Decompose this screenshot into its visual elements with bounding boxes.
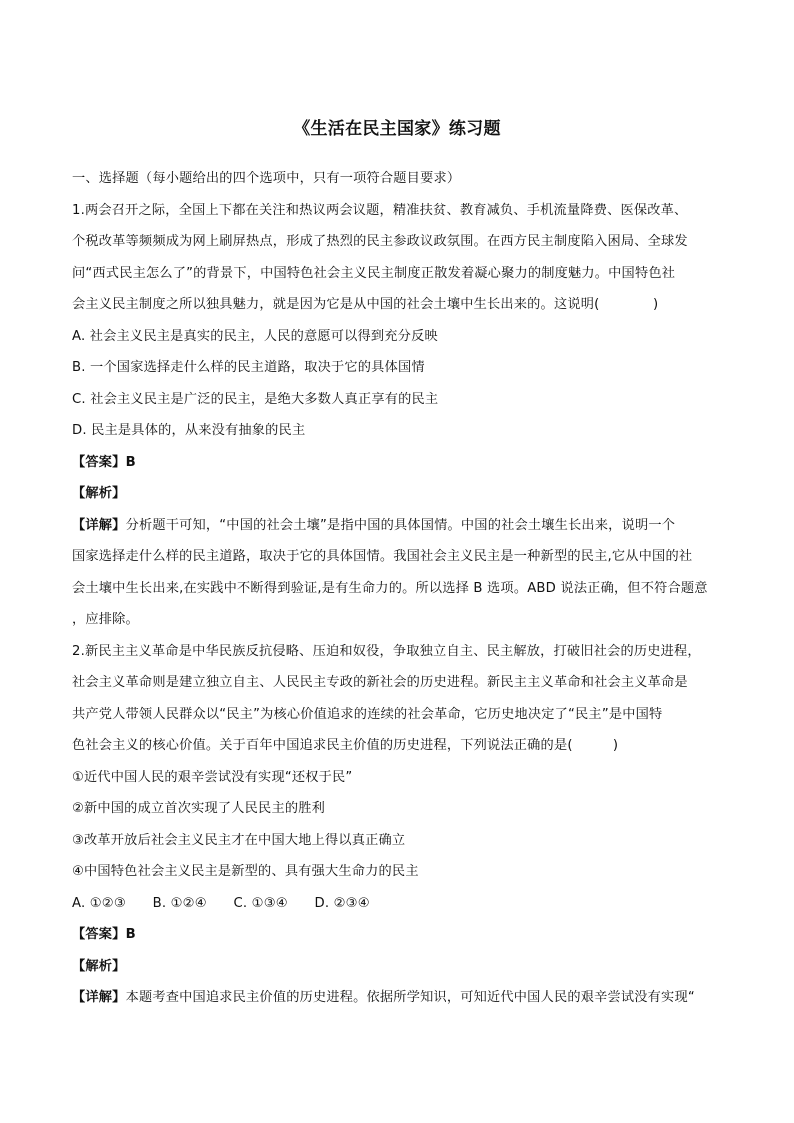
detail-line: ，应排除。 (72, 612, 139, 627)
answer-tag: 【答案】 (72, 927, 126, 942)
question-stem-line: 会主义民主制度之所以独具魅力，就是因为它是从中国的社会土壤中生长出来的。这说明( ) (72, 297, 659, 312)
question-stem-line: 1.两会召开之际，全国上下都在关注和热议两会议题，精准扶贫、教育减负、手机流量降费、医保改革、 (72, 202, 688, 218)
statement-1: ①近代中国人民的艰辛尝试没有实现“还权于民” (72, 769, 353, 785)
detail-line: 国家选择走什么样的民主道路，取决于它的具体国情。我国社会主义民主是一种新型的民主,它从中国的社 (72, 549, 693, 564)
analysis-line (72, 951, 722, 983)
answer-tag: 【答案】 (72, 454, 126, 470)
detail-line: 会土壤中生长出来,在实践中不断得到验证,是有生命力的。所以选择 B 选项。ABD 说法正确，但不符合题意 (72, 580, 708, 596)
question-stem-line: 社会主义革命则是建立独立自主、人民民主专政的新社会的历史进程。新民主主义革命和社会主义革命是 (72, 675, 688, 690)
option-a: A. 社会主义民主是真实的民主，人民的意愿可以得到充分反映 (72, 328, 438, 344)
analysis-tag: 【解析】 (72, 958, 126, 974)
question-stem-line: 个税改革等频频成为网上刷屏热点，形成了热烈的民主参政议政氛围。在西方民主制度陷入困局、全球发 (72, 234, 688, 249)
answer-line (72, 447, 722, 479)
question-stem-line: 2.新民主主义革命是中华民族反抗侵略、压迫和奴役，争取独立自主、民主解放，打破旧社会的历史进程， (72, 643, 701, 659)
statement-2: ②新中国的成立首次实现了人民民主的胜利 (72, 801, 325, 816)
detail-line (72, 510, 722, 542)
analysis-tag: 【解析】 (72, 486, 126, 501)
document-title: 《生活在民主国家》练习题 (293, 119, 501, 139)
detail-text: 本题考查中国追求民主价值的历史进程。依据所学知识，可知近代中国人民的艰辛尝试没有实现“ (125, 990, 695, 1005)
question-stem-line: 问“西式民主怎么了”的背景下，中国特色社会主义民主制度正散发着凝心聚力的制度魅力。中国特色社 (72, 265, 676, 281)
detail-tag: 【详解】 (72, 517, 126, 533)
statement-4: ④中国特色社会主义民主是新型的、具有强大生命力的民主 (72, 864, 419, 879)
question-stem-line: 共产党人带领人民群众以“民主”为核心价值追求的连续的社会革命，它历史地决定了“民主”是中国特 (72, 706, 663, 722)
option-c: C. 社会主义民主是广泛的民主，是绝大多数人真正享有的民主 (72, 391, 439, 407)
option-d: D. 民主是具体的，从来没有抽象的民主 (72, 423, 306, 438)
question-2 (72, 636, 722, 1014)
question-stem-line: 色社会主义的核心价值。关于百年中国追求民主价值的历史进程，下列说法正确的是( ) (72, 738, 619, 753)
detail-line (72, 982, 722, 1014)
statement-3: ③改革开放后社会主义民主才在中国大地上得以真正确立 (72, 832, 406, 848)
answer-line (72, 919, 722, 951)
answer-value: B (125, 927, 136, 942)
question-1 (72, 195, 722, 636)
detail-text: 分析题干可知，“中国的社会土壤”是指中国的具体国情。中国的社会土壤生长出来，说明一个 (125, 517, 676, 533)
answer-value: B (125, 454, 136, 470)
option-b: B. 一个国家选择走什么样的民主道路，取决于它的具体国情 (72, 360, 425, 375)
options-line: A. ①②③ B. ①②④ C. ①③④ D. ②③④ (72, 895, 370, 911)
analysis-line (72, 478, 722, 510)
section-heading: 一、选择题（每小题给出的四个选项中，只有一项符合题目要求） (72, 171, 461, 186)
detail-tag: 【详解】 (72, 990, 126, 1005)
